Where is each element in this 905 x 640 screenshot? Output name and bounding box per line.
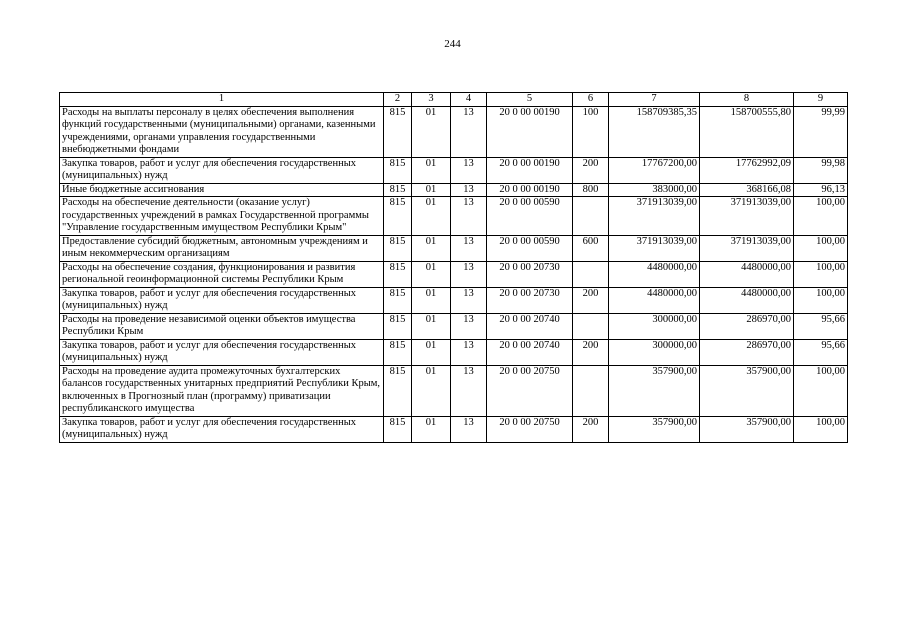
department-code: 815 xyxy=(384,287,412,313)
target-article-code: 20 0 00 20730 xyxy=(487,261,573,287)
department-code: 815 xyxy=(384,197,412,236)
column-header: 4 xyxy=(451,93,487,107)
page-number: 244 xyxy=(444,38,461,50)
table-row xyxy=(60,416,848,442)
column-header: 3 xyxy=(412,93,451,107)
subsection-code: 13 xyxy=(451,365,487,416)
execution-percent: 99,98 xyxy=(794,157,848,183)
planned-amount: 4480000,00 xyxy=(609,287,700,313)
department-code: 815 xyxy=(384,339,412,365)
table-row xyxy=(60,197,848,236)
planned-amount: 300000,00 xyxy=(609,313,700,339)
executed-amount: 371913039,00 xyxy=(700,235,794,261)
planned-amount: 158709385,35 xyxy=(609,106,700,157)
column-header: 1 xyxy=(60,93,384,107)
execution-percent: 100,00 xyxy=(794,197,848,236)
subsection-code: 13 xyxy=(451,416,487,442)
column-header: 6 xyxy=(573,93,609,107)
expense-name: Закупка товаров, работ и услуг для обеспечения государственных (муниципальных) нужд xyxy=(60,157,384,183)
expense-name: Расходы на обеспечение деятельности (оказание услуг) государственных учреждений в рамках Государственной программы "Управление государственным имуществом Республики Крым" xyxy=(60,197,384,236)
subsection-code: 13 xyxy=(451,197,487,236)
expense-type-code: 200 xyxy=(573,157,609,183)
target-article-code: 20 0 00 00590 xyxy=(487,235,573,261)
target-article-code: 20 0 00 20740 xyxy=(487,339,573,365)
expense-type-code: 200 xyxy=(573,416,609,442)
department-code: 815 xyxy=(384,235,412,261)
planned-amount: 383000,00 xyxy=(609,183,700,197)
executed-amount: 4480000,00 xyxy=(700,261,794,287)
section-code: 01 xyxy=(412,157,451,183)
table-row xyxy=(60,313,848,339)
subsection-code: 13 xyxy=(451,157,487,183)
column-header: 8 xyxy=(700,93,794,107)
expense-name: Расходы на выплаты персоналу в целях обеспечения выполнения функций государственными (муниципальными) органами, казенными учреждениями, органами управления государственными внебюджетными фондами xyxy=(60,106,384,157)
expense-name: Закупка товаров, работ и услуг для обеспечения государственных (муниципальных) нужд xyxy=(60,416,384,442)
section-code: 01 xyxy=(412,106,451,157)
table-header-row xyxy=(60,93,848,107)
column-header: 9 xyxy=(794,93,848,107)
table-row xyxy=(60,261,848,287)
target-article-code: 20 0 00 20730 xyxy=(487,287,573,313)
target-article-code: 20 0 00 00590 xyxy=(487,197,573,236)
expense-type-code xyxy=(573,365,609,416)
executed-amount: 357900,00 xyxy=(700,416,794,442)
department-code: 815 xyxy=(384,365,412,416)
target-article-code: 20 0 00 20750 xyxy=(487,416,573,442)
table-row xyxy=(60,365,848,416)
planned-amount: 4480000,00 xyxy=(609,261,700,287)
section-code: 01 xyxy=(412,197,451,236)
subsection-code: 13 xyxy=(451,339,487,365)
section-code: 01 xyxy=(412,287,451,313)
department-code: 815 xyxy=(384,183,412,197)
expense-name: Расходы на обеспечение создания, функционирования и развития региональной геоинформационной системы Республики Крым xyxy=(60,261,384,287)
executed-amount: 17762992,09 xyxy=(700,157,794,183)
execution-percent: 100,00 xyxy=(794,365,848,416)
subsection-code: 13 xyxy=(451,287,487,313)
subsection-code: 13 xyxy=(451,313,487,339)
execution-percent: 100,00 xyxy=(794,287,848,313)
department-code: 815 xyxy=(384,261,412,287)
department-code: 815 xyxy=(384,313,412,339)
column-header: 7 xyxy=(609,93,700,107)
executed-amount: 4480000,00 xyxy=(700,287,794,313)
executed-amount: 286970,00 xyxy=(700,339,794,365)
section-code: 01 xyxy=(412,183,451,197)
subsection-code: 13 xyxy=(451,183,487,197)
target-article-code: 20 0 00 20740 xyxy=(487,313,573,339)
expense-type-code xyxy=(573,197,609,236)
execution-percent: 95,66 xyxy=(794,339,848,365)
target-article-code: 20 0 00 00190 xyxy=(487,106,573,157)
expense-name: Закупка товаров, работ и услуг для обеспечения государственных (муниципальных) нужд xyxy=(60,287,384,313)
target-article-code: 20 0 00 20750 xyxy=(487,365,573,416)
section-code: 01 xyxy=(412,235,451,261)
expense-name: Иные бюджетные ассигнования xyxy=(60,183,384,197)
subsection-code: 13 xyxy=(451,106,487,157)
execution-percent: 100,00 xyxy=(794,261,848,287)
table-row xyxy=(60,183,848,197)
planned-amount: 371913039,00 xyxy=(609,235,700,261)
department-code: 815 xyxy=(384,416,412,442)
expense-type-code xyxy=(573,261,609,287)
executed-amount: 158700555,80 xyxy=(700,106,794,157)
expense-name: Расходы на проведение аудита промежуточных бухгалтерских балансов государственных унитарных предприятий Республики Крым, включенных в Прогнозный план (программу) приватизации республиканского имущества xyxy=(60,365,384,416)
target-article-code: 20 0 00 00190 xyxy=(487,183,573,197)
executed-amount: 368166,08 xyxy=(700,183,794,197)
section-code: 01 xyxy=(412,416,451,442)
expense-type-code: 100 xyxy=(573,106,609,157)
section-code: 01 xyxy=(412,261,451,287)
table-row xyxy=(60,235,848,261)
expense-name: Закупка товаров, работ и услуг для обеспечения государственных (муниципальных) нужд xyxy=(60,339,384,365)
subsection-code: 13 xyxy=(451,235,487,261)
department-code: 815 xyxy=(384,106,412,157)
executed-amount: 371913039,00 xyxy=(700,197,794,236)
target-article-code: 20 0 00 00190 xyxy=(487,157,573,183)
expense-name: Расходы на проведение независимой оценки объектов имущества Республики Крым xyxy=(60,313,384,339)
section-code: 01 xyxy=(412,313,451,339)
table-row xyxy=(60,287,848,313)
expense-type-code: 200 xyxy=(573,339,609,365)
planned-amount: 371913039,00 xyxy=(609,197,700,236)
planned-amount: 17767200,00 xyxy=(609,157,700,183)
planned-amount: 300000,00 xyxy=(609,339,700,365)
section-code: 01 xyxy=(412,365,451,416)
planned-amount: 357900,00 xyxy=(609,416,700,442)
section-code: 01 xyxy=(412,339,451,365)
column-header: 2 xyxy=(384,93,412,107)
budget-table xyxy=(59,92,848,443)
expense-type-code: 800 xyxy=(573,183,609,197)
execution-percent: 100,00 xyxy=(794,235,848,261)
table-row xyxy=(60,106,848,157)
execution-percent: 96,13 xyxy=(794,183,848,197)
table-row xyxy=(60,157,848,183)
execution-percent: 95,66 xyxy=(794,313,848,339)
executed-amount: 357900,00 xyxy=(700,365,794,416)
department-code: 815 xyxy=(384,157,412,183)
executed-amount: 286970,00 xyxy=(700,313,794,339)
table-row xyxy=(60,339,848,365)
execution-percent: 100,00 xyxy=(794,416,848,442)
expense-type-code xyxy=(573,313,609,339)
planned-amount: 357900,00 xyxy=(609,365,700,416)
column-header: 5 xyxy=(487,93,573,107)
expense-type-code: 200 xyxy=(573,287,609,313)
subsection-code: 13 xyxy=(451,261,487,287)
execution-percent: 99,99 xyxy=(794,106,848,157)
expense-type-code: 600 xyxy=(573,235,609,261)
expense-name: Предоставление субсидий бюджетным, автономным учреждениям и иным некоммерческим организациям xyxy=(60,235,384,261)
